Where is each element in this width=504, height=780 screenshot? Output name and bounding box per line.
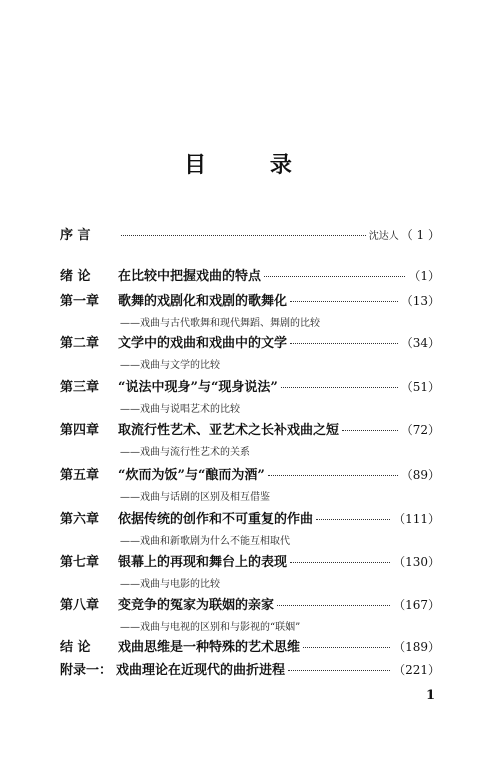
leader-dots [268,475,398,476]
toc-entry [60,636,440,656]
leader-dots [303,647,390,648]
entry-title: “说法中现身”与“现身说法” [118,380,278,395]
toc-entry [60,508,440,528]
entry-title: 在比较中把握戏曲的特点 [118,269,262,284]
entry-title: 变竞争的冤家为联姻的亲家 [118,598,275,613]
entry-label: 第四章 [60,423,100,438]
entry-title: 歌舞的戏剧化和戏剧的歌舞化 [118,294,288,309]
entry-subtitle: ——戏曲与说唱艺术的比较 [120,404,240,415]
entry-label: 结 论 [60,640,91,655]
entry-label: 第五章 [60,468,100,483]
toc-entry [60,265,440,285]
preface-author: 沈达人 [368,231,399,242]
toc-entry [60,551,440,571]
entry-page: （167） [393,598,440,612]
entry-label: 第八章 [60,598,100,613]
leader-dots [316,519,390,520]
entry-page: （189） [393,640,440,654]
entry-page: （51） [400,380,440,394]
entry-page: （34） [400,336,440,350]
entry-page: （89） [400,468,440,482]
leader-dots [264,276,405,277]
entry-title: 取流行性艺术、亚艺术之长补戏曲之短 [118,423,340,438]
entry-subtitle: ——戏曲与古代歌舞和现代舞蹈、舞剧的比较 [120,318,320,329]
appendix-label: 附录一： [60,663,113,678]
entry-label: 第二章 [60,336,100,351]
entry-title: 银幕上的再现和舞台上的表现 [118,555,288,570]
entry-title: 戏曲思维是一种特殊的艺术思维 [118,640,301,655]
leader-dots [290,343,398,344]
leader-dots [281,387,398,388]
toc-entry [60,332,440,352]
leader-dots [288,670,390,671]
entry-subtitle: ——戏曲和新歌剧为什么不能互相取代 [120,536,290,547]
entry-subtitle: ——戏曲与话剧的区别及相互借鉴 [120,492,270,503]
toc-entry [60,419,440,439]
toc-entry [60,290,440,310]
leader-dots [290,562,390,563]
entry-label: 绪 论 [60,269,91,284]
entry-label: 第三章 [60,380,100,395]
entry-title: 依据传统的创作和不可重复的作曲 [118,512,314,527]
appendix-title: 戏曲理论在近现代的曲折进程 [116,663,286,678]
entry-page: （111） [393,512,440,526]
leader-dots [121,235,366,236]
entry-subtitle: ——戏曲与电视的区别和与影视的“联姻” [120,622,301,633]
entry-page: （1） [408,269,440,283]
appendix-page: （221） [393,663,440,677]
preface-label: 序 言 [60,228,91,243]
toc-appendix [60,659,440,679]
leader-dots [290,301,398,302]
toc-title: 目 录 [184,153,320,178]
entry-subtitle: ——戏曲与文学的比较 [120,360,220,371]
toc-preface [60,224,440,244]
leader-dots [277,605,390,606]
entry-label: 第七章 [60,555,100,570]
preface-page: （ 1 ） [400,228,440,242]
entry-page: （72） [400,423,440,437]
entry-page: （13） [400,294,440,308]
toc-entry [60,464,440,484]
leader-dots [342,430,398,431]
page-number: 1 [426,688,436,703]
entry-page: （130） [393,555,440,569]
entry-label: 第六章 [60,512,100,527]
entry-label: 第一章 [60,294,100,309]
toc-entry [60,594,440,614]
entry-subtitle: ——戏曲与流行性艺术的关系 [120,447,250,458]
entry-title: 文学中的戏曲和戏曲中的文学 [118,336,288,351]
entry-title: “炊而为饭”与“酿而为酒” [118,468,265,483]
toc-entry [60,376,440,396]
entry-subtitle: ——戏曲与电影的比较 [120,579,220,590]
